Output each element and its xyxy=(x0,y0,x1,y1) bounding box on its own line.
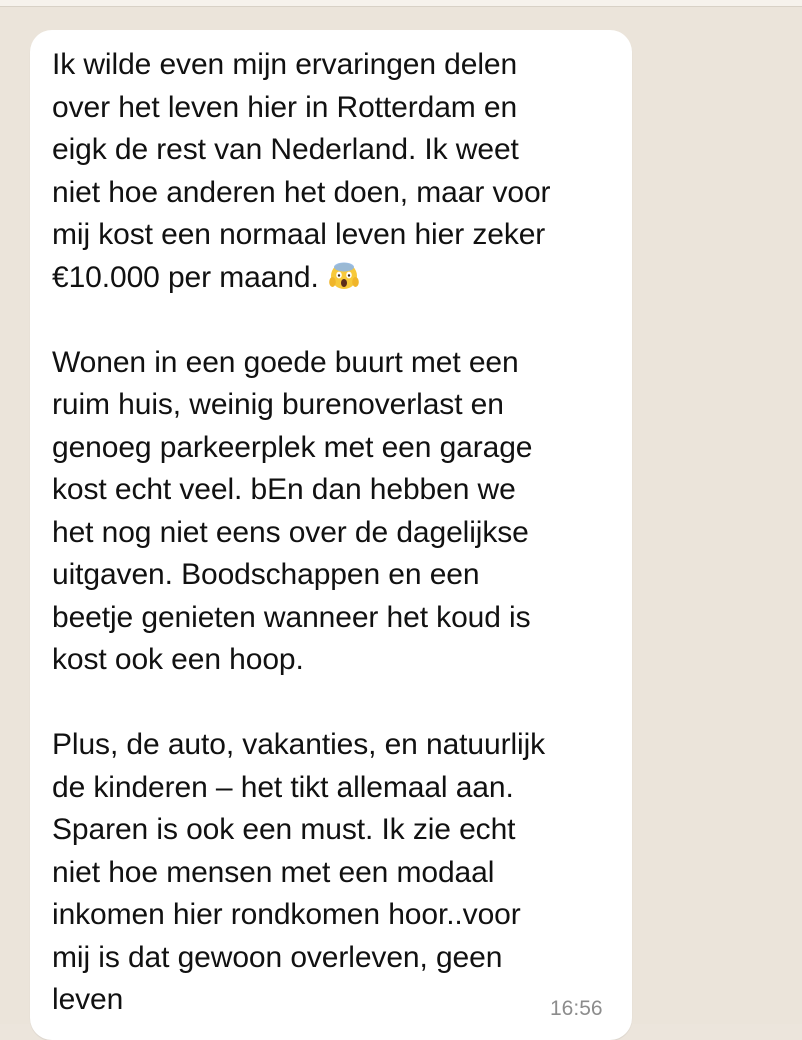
face-screaming-in-fear-icon xyxy=(329,262,359,292)
message-text xyxy=(52,44,624,1022)
message-timestamp: 16:56 xyxy=(550,997,603,1020)
top-edge xyxy=(0,0,802,7)
paragraph-1-text: Ik wilde even mijn ervaringen delen over het leven hier in Rotterdam en eigk de rest van Nederland. Ik weet niet hoe anderen het doen, maar voor mij kost een normaal leven hier zeker €10.000 per maand. xyxy=(52,48,551,294)
message-bubble[interactable] xyxy=(30,30,632,1040)
message-paragraph-3: Plus, de auto, vakanties, en natuurlijk de kinderen – het tikt allemaal aan. Sparen is ook een must. Ik zie echt niet hoe mensen met een modaal inkomen hier rondkomen hoor..voor mij is dat gewoon overleven, geen leven xyxy=(52,728,546,1016)
message-paragraph-2: Wonen in een goede buurt met een ruim huis, weinig burenoverlast en genoeg parkeerplek met een garage kost echt veel. bEn dan hebben we het nog niet eens over de dagelijkse uitgaven. Boodschappen en een beetje genieten wanneer het koud is kost ook een hoop. xyxy=(52,345,533,676)
message-paragraph-1 xyxy=(52,44,624,299)
